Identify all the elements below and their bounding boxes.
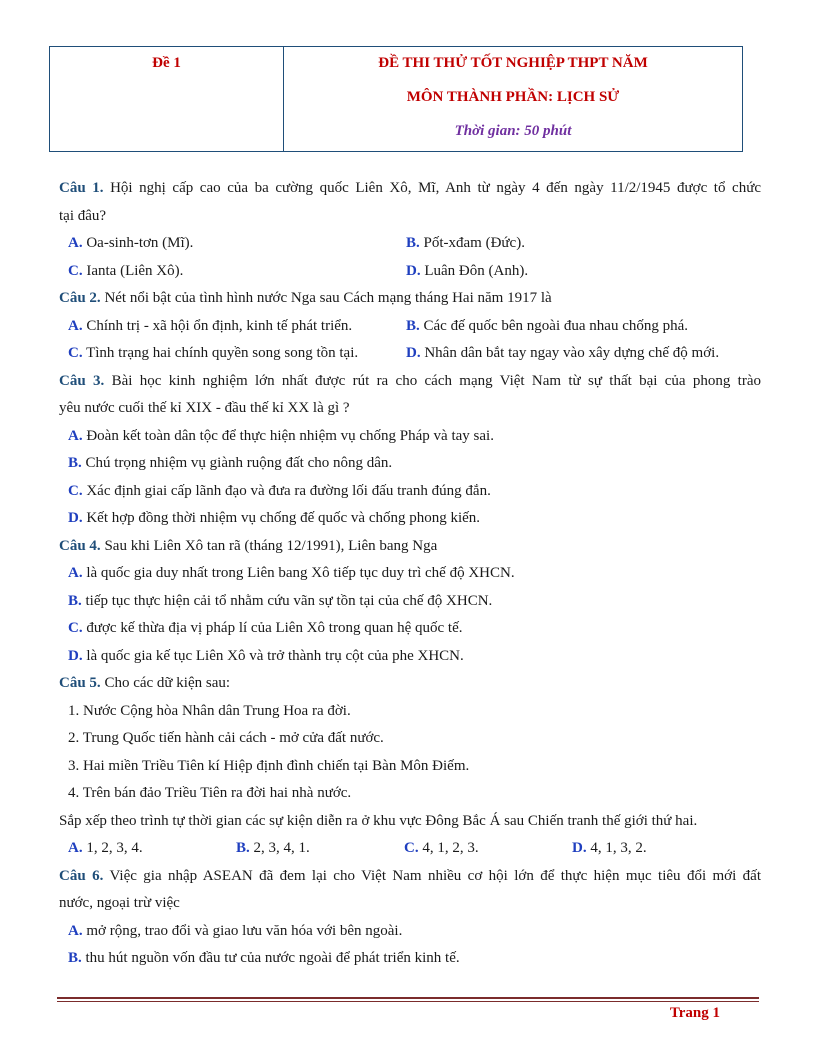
question-6-text-line-2: nước, ngoại trừ việc xyxy=(59,895,180,911)
option-a[interactable]: A. là quốc gia duy nhất trong Liên bang Xô tiếp tục duy trì chế độ XHCN. xyxy=(68,565,515,581)
option-c[interactable]: C. được kế thừa địa vị pháp lí của Liên Xô trong quan hệ quốc tế. xyxy=(68,620,463,636)
option-d[interactable]: D. 4, 1, 3, 2. xyxy=(572,840,647,856)
question-1-text-line-1: Câu 1. Hội nghị cấp cao của ba cường quốc Liên Xô, Mĩ, Anh từ ngày 4 đến ngày 11/2/1945 được tổ chức xyxy=(59,180,761,196)
exam-code: Đề 1 xyxy=(152,55,181,71)
option-b[interactable]: B. Các đế quốc bên ngoài đua nhau chống phá. xyxy=(406,317,689,334)
exam-title: ĐỀ THI THỬ TỐT NGHIỆP THPT NĂM xyxy=(378,55,648,71)
option-a[interactable]: A. Oa-sinh-tơn (Mĩ). xyxy=(68,235,194,251)
question-2-options-row-1 xyxy=(59,313,761,341)
option-a[interactable]: A. Đoàn kết toàn dân tộc để thực hiện nhiệm vụ chống Pháp và tay sai. xyxy=(68,427,494,444)
question-3-text-line-1: Câu 3. Bài học kinh nghiệm lớn nhất được rút ra cho cách mạng Việt Nam từ sự thất bại của phong trào xyxy=(59,372,762,389)
question-5-prompt: Sắp xếp theo trình tự thời gian các sự kiện diễn ra ở khu vực Đông Bắc Á sau Chiến tranh thế giới thứ hai. xyxy=(59,812,698,829)
option-b[interactable]: B. Chú trọng nhiệm vụ giành ruộng đất cho nông dân. xyxy=(68,455,393,471)
option-a[interactable]: A. 1, 2, 3, 4. xyxy=(68,840,143,856)
question-5-text: Câu 5. Cho các dữ kiện sau: xyxy=(59,675,231,691)
option-d[interactable]: D. Kết hợp đồng thời nhiệm vụ chống đế quốc và chống phong kiến. xyxy=(68,510,481,526)
option-c[interactable]: C. Ianta (Liên Xô). xyxy=(68,262,184,279)
question-label: Câu 3. xyxy=(59,372,105,389)
question-2-text: Câu 2. Nét nổi bật của tình hình nước Nga sau Cách mạng tháng Hai năm 1917 là xyxy=(59,290,552,306)
question-label: Câu 5. xyxy=(59,675,101,691)
question-1-text-line-2: tại đâu? xyxy=(59,207,107,224)
question-6-text-line-1: Câu 6. Việc gia nhập ASEAN đã đem lại cho Việt Nam nhiều cơ hội lớn để thực hiện mục tiêu đổi mới đất xyxy=(59,867,762,884)
fact-item: 4. Trên bán đảo Triều Tiên ra đời hai nhà nước. xyxy=(68,785,352,801)
option-d[interactable]: D. là quốc gia kế tục Liên Xô và trở thành trụ cột của phe XHCN. xyxy=(68,647,464,664)
option-b[interactable]: B. Pốt-xđam (Đức). xyxy=(406,235,525,251)
question-label: Câu 6. xyxy=(59,867,104,884)
question-4-text: Câu 4. Sau khi Liên Xô tan rã (tháng 12/1991), Liên bang Nga xyxy=(59,537,438,554)
exam-duration: Thời gian: 50 phút xyxy=(454,123,572,139)
option-b[interactable]: B. 2, 3, 4, 1. xyxy=(236,840,310,856)
question-2-options-row-2 xyxy=(59,340,761,368)
question-label: Câu 1. xyxy=(59,180,104,196)
question-5-options-row xyxy=(59,835,761,863)
question-3-text-line-2: yêu nước cuối thế kỉ XIX - đầu thế kỉ XX là gì ? xyxy=(59,400,350,416)
question-1-options-row-2 xyxy=(59,258,761,286)
exam-code-cell xyxy=(50,47,284,151)
option-b[interactable]: B. tiếp tục thực hiện cải tổ nhằm cứu vãn sự tồn tại của chế độ XHCN. xyxy=(68,592,493,609)
option-b[interactable]: B. thu hút nguồn vốn đầu tư của nước ngoài để phát triển kinh tế. xyxy=(68,950,460,966)
option-c[interactable]: C. 4, 1, 2, 3. xyxy=(404,840,479,856)
option-a[interactable]: A. Chính trị - xã hội ổn định, kinh tế phát triển. xyxy=(68,317,353,334)
footer-divider xyxy=(57,997,759,1002)
exam-title-cell xyxy=(284,47,742,151)
question-label: Câu 4. xyxy=(59,537,101,554)
exam-subject: MÔN THÀNH PHẦN: LỊCH SỬ xyxy=(406,89,620,105)
fact-item: 2. Trung Quốc tiến hành cải cách - mở cửa đất nước. xyxy=(68,730,384,746)
option-d[interactable]: D. Luân Đôn (Anh). xyxy=(406,262,529,279)
option-d[interactable]: D. Nhân dân bắt tay ngay vào xây dựng chế độ mới. xyxy=(406,345,720,361)
fact-item: 3. Hai miền Triều Tiên kí Hiệp định đình chiến tại Bàn Môn Điếm. xyxy=(68,757,470,774)
option-c[interactable]: C. Tình trạng hai chính quyền song song tồn tại. xyxy=(68,345,359,361)
fact-item: 1. Nước Cộng hòa Nhân dân Trung Hoa ra đời. xyxy=(68,702,351,719)
option-a[interactable]: A. mở rộng, trao đổi và giao lưu văn hóa với bên ngoài. xyxy=(68,922,403,939)
question-1-options-row-1 xyxy=(59,230,761,258)
page-number: Trang 1 xyxy=(669,1005,720,1021)
exam-content xyxy=(59,175,761,973)
question-label: Câu 2. xyxy=(59,290,101,306)
option-c[interactable]: C. Xác định giai cấp lãnh đạo và đưa ra đường lối đấu tranh đúng đắn. xyxy=(68,482,491,499)
exam-header-table xyxy=(49,46,743,152)
